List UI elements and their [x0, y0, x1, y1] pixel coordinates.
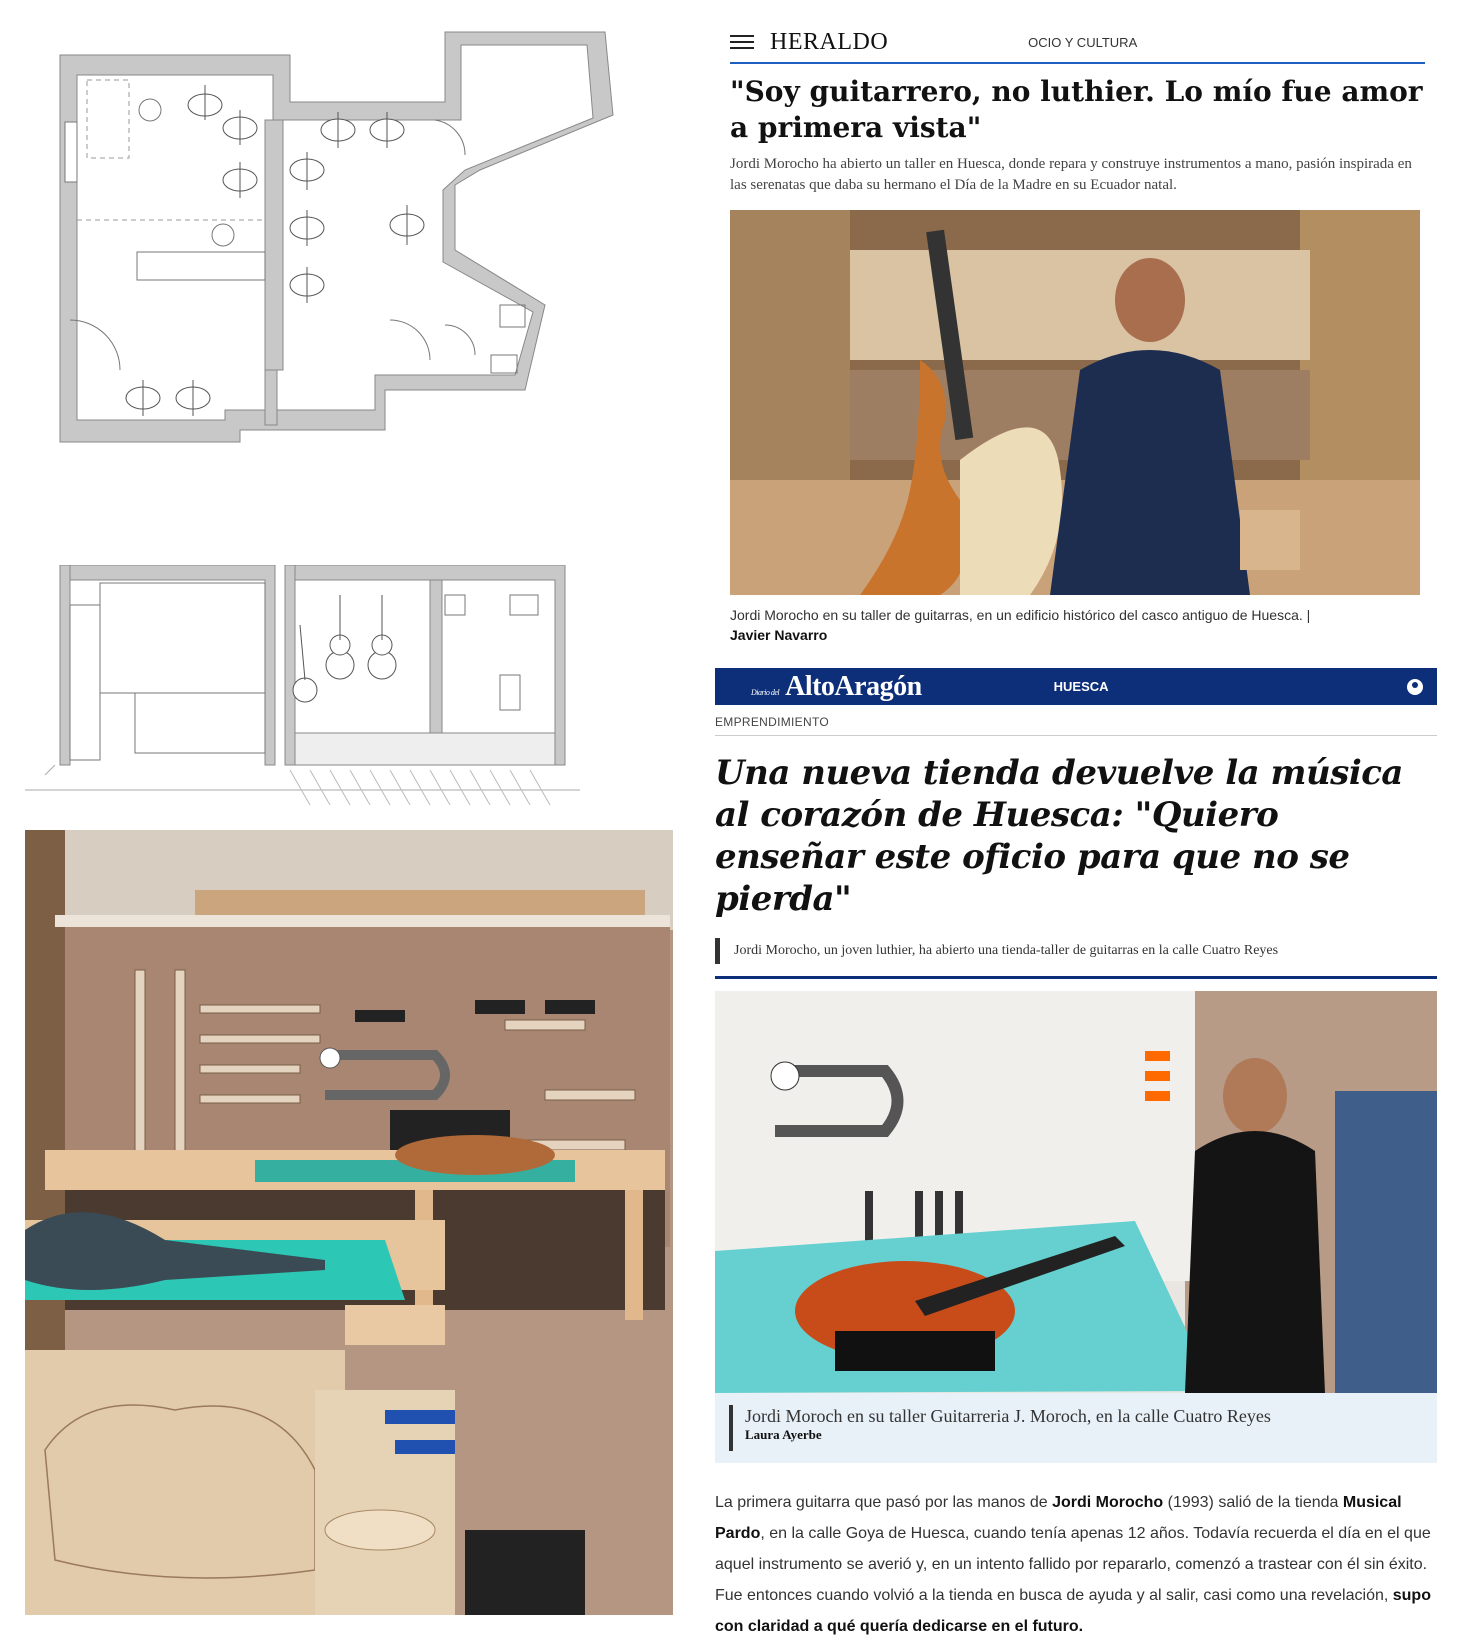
floor-plan [25, 20, 655, 470]
altoaragon-photo [715, 991, 1437, 1393]
altoaragon-caption-text: Jordi Moroch en su taller Guitarreria J. Moroch, en la calle Cuatro Reyes [745, 1406, 1271, 1426]
altoaragon-logo-text: AltoAragón [785, 670, 922, 702]
body-text-3: , en la calle Goya de Huesca, cuando tenía apenas 12 años. Todavía recuerda el día en el que aquel instrumento se averió y, en un intento fallido por repararlo, comenzó a trastear con él sin éxito. Fue entonces cuando volvió a la tienda en busca de ayuda y al salir, casi como una revelación, [715, 1525, 1431, 1604]
heraldo-photo [730, 210, 1420, 595]
workshop-photo [25, 830, 673, 1615]
heraldo-article [730, 22, 1425, 645]
altoaragon-header [715, 668, 1437, 705]
heraldo-logo[interactable]: HERALDO [770, 28, 889, 55]
altoaragon-section-link[interactable]: HUESCA [1053, 679, 1109, 694]
heraldo-caption-text: Jordi Morocho en su taller de guitarras, en un edificio histórico del casco antiguo de Huesca. | [730, 607, 1311, 623]
altoaragon-caption [715, 1393, 1437, 1463]
altoaragon-divider [715, 976, 1437, 979]
heraldo-photo-credit: Javier Navarro [730, 627, 828, 643]
altoaragon-logo-prefix: Diario del [751, 687, 780, 697]
body-bold-store: Musical Pardo [715, 1494, 1402, 1542]
body-bold-conclusion: supo con claridad a qué quería dedicarse en el futuro. [715, 1587, 1431, 1635]
body-text-1: La primera guitarra que pasó por las manos de [715, 1494, 1053, 1511]
heraldo-header [730, 22, 1425, 64]
heraldo-caption [730, 605, 1425, 645]
altoaragon-article [715, 668, 1437, 1642]
caption-accent-bar [729, 1405, 733, 1451]
altoaragon-logo[interactable] [751, 671, 922, 703]
heraldo-section-link[interactable]: OCIO Y CULTURA [1028, 34, 1138, 50]
altoaragon-kicker[interactable]: EMPRENDIMIENTO [715, 715, 1437, 736]
altoaragon-headline: Una nueva tienda devuelve la música al corazón de Huesca: "Quiero enseñar este oficio para que no se pierda" [715, 753, 1403, 919]
hamburger-menu-icon[interactable] [730, 35, 754, 49]
altoaragon-body-paragraph [715, 1487, 1437, 1642]
heraldo-subheadline: Jordi Morocho ha abierto un taller en Huesca, donde repara y construye instrumentos a mano, pasión inspirada en las serenatas que daba su hermano el Día de la Madre en su Ecuador natal. [730, 156, 1412, 193]
section-elevation [25, 565, 580, 810]
body-bold-name: Jordi Morocho [1052, 1494, 1164, 1511]
altoaragon-photo-credit: Laura Ayerbe [745, 1427, 822, 1442]
body-text-2: (1993) salió de la tienda [1163, 1494, 1343, 1511]
heraldo-headline: "Soy guitarrero, no luthier. Lo mío fue amor a primera vista" [730, 75, 1423, 144]
altoaragon-subheadline: Jordi Morocho, un joven luthier, ha abierto una tienda-taller de guitarras en la calle Cuatro Reyes [715, 938, 1437, 964]
user-account-icon[interactable] [1407, 679, 1423, 695]
